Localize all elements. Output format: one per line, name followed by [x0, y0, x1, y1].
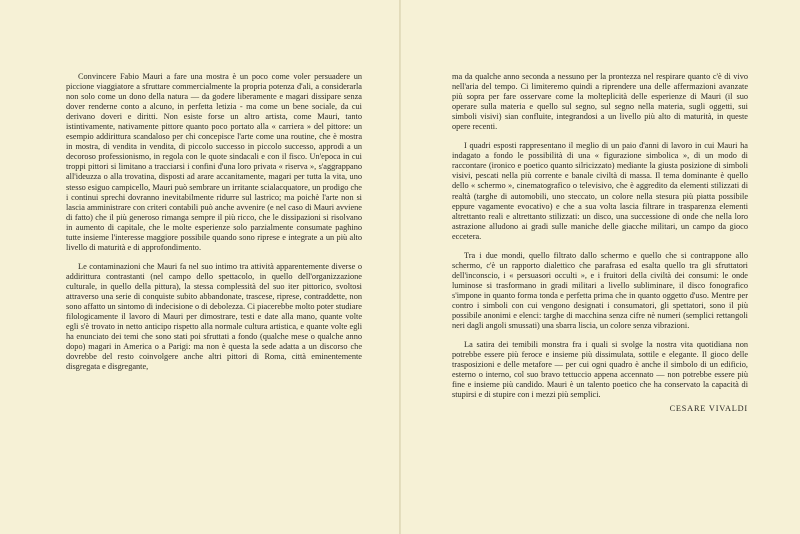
paragraph-4: I quadri esposti rappresentano il meglio di un paio d'anni di lavoro in cui Mauri ha indagato a fondo le possibilità di una « figurazione simbolica », di un modo di raccontare (ironico e poetico quanto silricizzato) mediante la giusta posizione di simboli visivi, pescati nella più corrente e banale civiltà di massa. Il tema dominante è quello dello « schermo », cinematografico o televisivo, che è aggredito da elementi stilizzati di realtà (targhe di automobili, uno steccato, un colore nella stesura più piatta possibile eppure vagamente evocativo) e che a sua volta lascia filtrare in trasparenza elementi altrettanto reali e altrettanto stilizzati: un disco, una successione di onde che nella loro astrazione alludono ai gradi sulle maniche delle giacche militari, un campo da gioco eccetera.: [452, 141, 748, 241]
paragraph-2: Le contaminazioni che Mauri fa nel suo intimo tra attività apparentemente diverse o addirittura contrastanti (nel campo dello spettacolo, in quello dell'organizzazione culturale, in quello della pittura), la stessa complessità del suo iter pittorico, svoltosi attraverso una serie di conquiste subito abbandonate, trascese, riprese, contraddette, non sono affatto un sintomo di indecisione o di debolezza. Ci piacerebbe molto poter studiare filologicamente il lavoro di Mauri per dimostrare, testi e date alla mano, quante volte egli s'è trovato in netto anticipo rispetto alla normale cultura artistica, e quante volte egli ha enunciato dei temi che sono stati poi sfruttati a fondo (qualche mese o qualche anno dopo) magari in America o a Parigi: ma non è questa la sede adatta a un discorso che dovrebbe del resto coinvolgere anche altri pittori di Roma, città eminentemente disgregata e disgregante,: [66, 261, 362, 372]
paragraph-6: La satira dei temibili monstra fra i quali si svolge la nostra vita quotidiana non potrebbe essere più feroce e insieme più dissimulata, sottile e elegante. Il gioco delle trasposizioni e delle metafore — per cui ogni quadro è anche il simbolo di un edificio, esterno o interno, col suo bravo tettuccio appena accennato — non potrebbe essere più fine e insieme più candido. Mauri è un talento poetico che ha conservato la capacità di stupirsi e di stupire con i mezzi più semplici.: [452, 340, 748, 400]
paragraph-5: Tra i due mondi, quello filtrato dallo schermo e quello che si contrappone allo schermo, c'è un rapporto dialettico che parafrasa ed esalta quello tra gli sfruttatori dell'inconscio, i « persuasori occulti », e i fruitori della civiltà dei consumi: le onde luminose si trasformano in gradi militari a livello subliminare, il disco fonografico s'impone in quanto forma tonda e perfetta prima che in quanto oggetto d'uso. Mentre per contro i simboli con cui vengono designati i consumatori, gli spettatori, sono il più possibile anonimi e elenci: targhe di macchina senza cifre nè numeri (semplici rettangoli neri dagli angoli smussati) una sbarra liscia, un colore senza vibrazioni.: [452, 250, 748, 331]
paragraph-1: Convincere Fabio Mauri a fare una mostra è un poco come voler persuadere un piccione viaggiatore a sfruttare commercialmente la propria potenza d'ali, a considerarla non solo come un dono della natura — da godere liberamente e magari dissipare senza dover renderne conto a alcuno, in perfetta letizia - ma come un bene sociale, da cui derivano doveri e diritti. Non esiste forse un altro artista, come Mauri, tanto istintivamente, nativamente pittore quanto poco portato alla « carriera » del pittore: un esempio addirittura scandaloso per chi concepisce l'arte come una routine, che è mostra in mostra, di vendita in vendita, di piccolo successo in piccolo successo, approdi a un decoroso professionismo, in regola con le quote sindacali e con il fisco. Un'epoca in cui troppi pittori si limitano a tracciarsi i confini d'una loro privata « riserva », s'aggrappano all'ideuzza o alla trovatina, disposti ad arare accanitamente, magari per tutta la vita, uno stesso esiguo campicello, Mauri può sembrare un irritante scialacquatore, un prodigo che i continui sprechi dovranno inevitabilmente ridurre sul lastrico; ma poichè l'arte non si lascia amministrare con criteri contabili può anche avvenire (e nel caso di Mauri avviene di fatto) che il più generoso rimanga sempre il più ricco, che le dissipazioni si risolvano in aumento di capitale, che le molte esperienze solo parzialmente consumate paghino tutte insieme l'interesse maggiore possibile quando sono riprese e integrate a un più alto livello di maturità e di approfondimento.: [66, 72, 362, 252]
author-signature: CESARE VIVALDI: [669, 404, 748, 414]
right-column: [452, 72, 748, 414]
left-column: [66, 72, 362, 381]
page-fold: [399, 0, 401, 534]
paragraph-3: ma da qualche anno seconda a nessuno per la prontezza nel respirare quanto c'è di vivo nell'aria del tempo. Ci limiteremo quindi a riprendere una delle affermazioni avanzate più sopra per fare osservare come la molteplicità delle esperienze di Mauri (il suo operare sulla materia e quello sul segno, sul segno nella materia, sugli oggetti, sui simboli visivi) sian confluite, integrandosi a un livello più alto di maturità, in queste opere recenti.: [452, 72, 748, 132]
